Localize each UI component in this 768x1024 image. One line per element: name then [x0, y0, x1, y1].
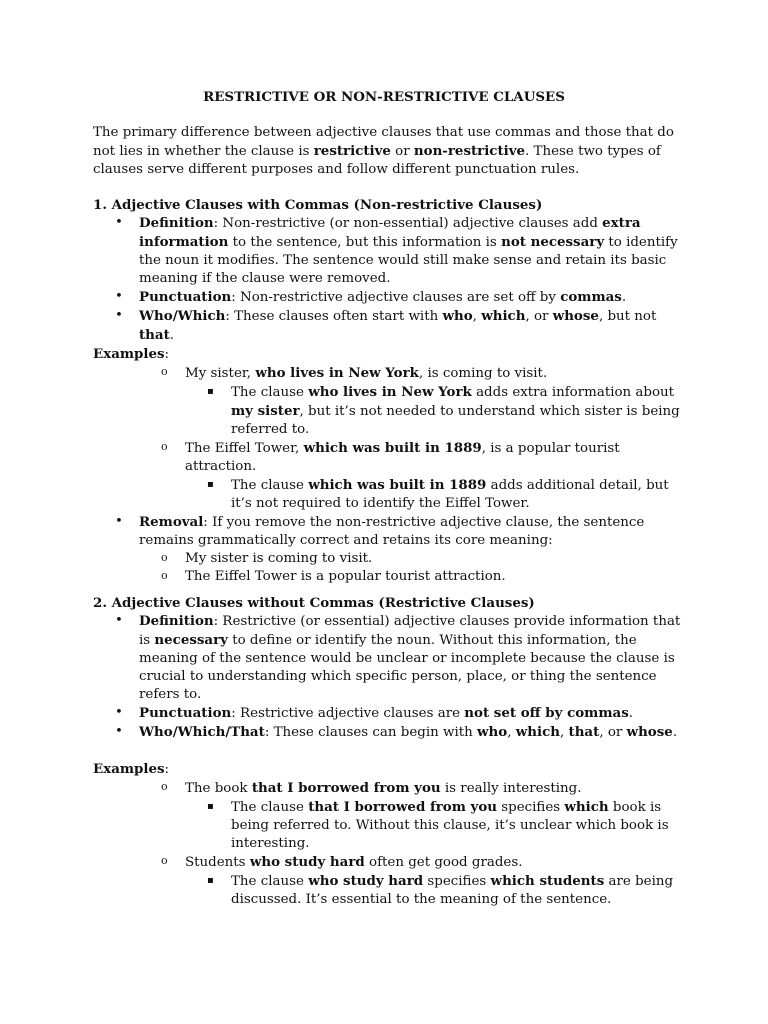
example-item — [93, 364, 683, 383]
item-bold: who lives in New York — [255, 365, 419, 381]
item-text: My sister, — [185, 366, 256, 381]
example-item — [93, 439, 683, 476]
item-label: Punctuation — [139, 289, 232, 305]
examples-label — [93, 345, 683, 364]
item-text: The clause — [231, 800, 309, 815]
list-item-who-which — [93, 307, 683, 345]
list-item-punctuation — [93, 288, 683, 307]
item-text: The clause — [231, 478, 309, 493]
item-bold: extra information — [139, 215, 641, 250]
item-text: book is being referred to. Without this clause, it’s unclear which book is interesting. — [231, 800, 669, 851]
item-text: , but it’s not needed to understand which sister is being referred to. — [231, 404, 680, 437]
item-label: Definition — [139, 613, 214, 629]
item-label: Definition — [139, 215, 214, 231]
item-text: : Restrictive adjective clauses are — [231, 706, 465, 721]
item-bold: who — [442, 308, 473, 324]
item-bold: necessary — [154, 632, 228, 648]
examples-list — [93, 779, 683, 909]
item-bold: who study hard — [308, 873, 424, 889]
item-bold: which was built in 1889 — [303, 440, 482, 456]
example-note — [93, 798, 683, 853]
item-bold: who — [477, 724, 508, 740]
intro-bold-restrictive: restrictive — [313, 143, 391, 159]
item-text: are being discussed. It’s essential to the meaning of the sentence. — [231, 874, 674, 907]
item-text: , is a popular tourist attraction. — [185, 441, 620, 474]
examples-colon: : — [164, 762, 170, 777]
item-bold: my sister — [231, 403, 300, 419]
example-note — [93, 872, 683, 909]
examples-colon: : — [164, 347, 170, 362]
example-item — [93, 853, 683, 872]
item-text: to define or identify the noun. Without this information, the meaning of the sentence would be unclear or incomplete because the clause is crucial to understanding which specific person, place, or thing the sentence refers to. — [139, 633, 675, 702]
item-bold: whose — [626, 724, 673, 740]
item-text: : These clauses often start with — [225, 309, 443, 324]
item-text: The book — [185, 781, 252, 796]
item-bold: which — [564, 799, 609, 815]
item-text: : If you remove the non-restrictive adjective clause, the sentence remains grammatically correct and retains its core meaning: — [139, 515, 645, 548]
item-bold: that — [139, 327, 170, 343]
item-bold: whose — [552, 308, 599, 324]
item-text: : Restrictive (or essential) adjective clauses provide information that is — [139, 614, 681, 648]
section-bullet-list — [93, 612, 683, 742]
item-label: Punctuation — [139, 705, 232, 721]
item-text: is really interesting. — [440, 781, 582, 796]
example-item — [93, 779, 683, 798]
item-text: . — [672, 725, 678, 740]
item-text: , or — [525, 309, 553, 324]
example-item: o My sister is coming to visit. — [93, 550, 683, 568]
item-bold: commas — [560, 289, 622, 305]
page-title: RESTRICTIVE OR NON-RESTRICTIVE CLAUSES — [203, 89, 565, 105]
item-text: , — [560, 725, 569, 740]
item-bold: that I borrowed from you — [251, 780, 441, 796]
example-item: o The Eiffel Tower is a popular tourist attraction. — [93, 568, 683, 586]
item-text: to identify the noun it modifies. The sentence would still make sense and retain its basic meaning if the clause were removed. — [139, 235, 678, 286]
item-bold: not set off by commas — [464, 705, 629, 721]
item-text: adds additional detail, but it’s not required to identify the Eiffel Tower. — [231, 478, 669, 511]
item-bold: which was built in 1889 — [308, 477, 487, 493]
section-bullet-list — [93, 513, 683, 550]
item-text: adds extra information about — [471, 385, 675, 400]
item-text: Students — [185, 855, 250, 870]
item-text: , — [507, 725, 516, 740]
item-text: . — [628, 706, 633, 721]
spacer — [93, 742, 683, 760]
intro-text: or — [390, 144, 414, 159]
item-text: specifies — [423, 874, 491, 889]
item-text: . — [169, 328, 175, 343]
item-bold: that I borrowed from you — [308, 799, 497, 815]
item-text: : These clauses can begin with — [264, 725, 478, 740]
item-text: , but not — [598, 309, 657, 324]
item-text: . — [621, 290, 627, 305]
item-text: to the sentence, but this information is — [228, 235, 502, 250]
item-text: specifies — [497, 800, 565, 815]
item-text: , or — [599, 725, 627, 740]
item-text: , — [472, 309, 482, 324]
list-item-definition — [93, 612, 683, 704]
intro-text: The primary difference between adjective clauses that use commas and those that do not lies in whether the clause is — [93, 125, 674, 159]
section-bullet-list — [93, 214, 683, 345]
removal-examples-list — [93, 550, 683, 586]
intro-paragraph — [93, 124, 683, 179]
item-bold: that — [568, 724, 600, 740]
examples-label — [93, 760, 683, 779]
examples-label-text: Examples — [93, 346, 165, 362]
item-bold: which — [515, 724, 560, 740]
item-text: The clause — [231, 385, 309, 400]
item-bold: not necessary — [501, 234, 605, 250]
item-bold: which students — [490, 873, 605, 889]
example-note — [93, 476, 683, 513]
item-text: : Non-restrictive adjective clauses are set off by — [231, 290, 561, 305]
section-heading: 2. Adjective Clauses without Commas (Restrictive Clauses) — [93, 595, 535, 611]
item-label: Removal — [139, 514, 204, 530]
item-text: often get good grades. — [364, 855, 523, 870]
examples-list — [93, 364, 683, 513]
item-text: , is coming to visit. — [418, 366, 548, 381]
item-text: The clause — [231, 874, 309, 889]
examples-label-text: Examples — [93, 761, 165, 777]
item-text: The Eiffel Tower, — [185, 441, 304, 456]
item-bold: which — [481, 308, 526, 324]
example-note — [93, 383, 683, 439]
list-item-punctuation — [93, 704, 683, 723]
intro-text: . These two types of clauses serve different purposes and follow different punctuation rules. — [93, 144, 661, 177]
item-bold: who study hard — [249, 854, 365, 870]
section-restrictive — [93, 594, 683, 909]
intro-bold-non-restrictive: non-restrictive — [413, 143, 526, 159]
list-item-removal — [93, 513, 683, 550]
item-label: Who/Which/That — [139, 724, 265, 740]
item-label: Who/Which — [139, 308, 226, 324]
list-item-who-which-that — [93, 723, 683, 742]
list-item-definition — [93, 214, 683, 288]
item-bold: who lives in New York — [308, 384, 472, 400]
section-non-restrictive — [93, 196, 683, 586]
section-heading: 1. Adjective Clauses with Commas (Non-restrictive Clauses) — [93, 197, 543, 213]
item-text: : Non-restrictive (or non-essential) adjective clauses add — [213, 216, 603, 231]
